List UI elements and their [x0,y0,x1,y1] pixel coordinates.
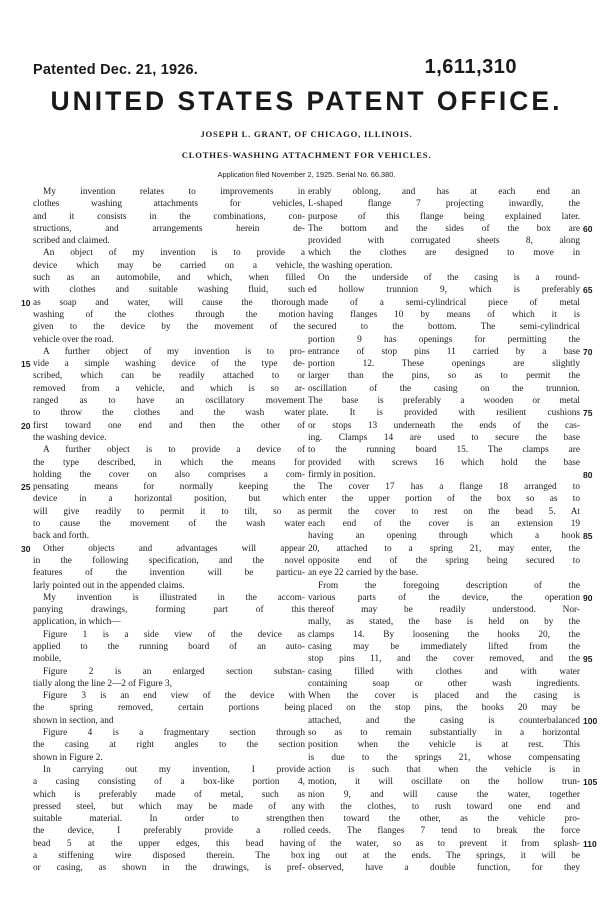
text-line: placed on the stop pins, the hooks 20 may be [308,703,580,714]
text-line: plate. It is provided with resilient cushions [308,408,580,419]
line-number: 65 [583,285,593,296]
text-line: portion 9 has openings for permitting the [308,334,580,345]
text-line: In carrying out my invention, I provide [43,764,305,775]
invention-title: CLOTHES-WASHING ATTACHMENT FOR VEHICLES. [181,150,432,160]
line-number: 75 [583,408,593,419]
text-line: such as an automobile, and which, when filled [33,273,305,284]
text-line: of the water, so as to prevent it from splash- [308,838,580,849]
text-line: to the running board 15. The clamps are [308,445,580,456]
text-line: having an opening through which a hook [308,531,580,542]
text-line: mally, as stated, the base is held on by the [308,617,580,628]
text-line: which the clothes are designed to move in [308,248,580,259]
text-line: provided with screws 16 which hold the base [308,457,580,468]
text-line: ranged as to have an oscillatory movement [33,396,305,407]
text-line: then toward the other, as the vehicle pro- [308,814,580,825]
text-line: A further object is to provide a device of [43,445,305,456]
text-line: ing out at the ends. The springs, it will be [308,851,580,862]
text-line: entrance of stop pins 11 carried by a base [308,346,580,357]
text-line: stop pins 11, and the cover removed, and the [308,654,580,665]
text-line: An object of my invention is to provide a [43,248,305,259]
text-line: scribed and claimed. [33,236,110,247]
text-line: with the clothes, to rush toward one end and [308,801,580,812]
text-line: having flanges 10 by means of which it is [308,309,580,320]
text-line: L-shaped flange 7 projecting inwardly, the [308,199,580,210]
text-line: the washing operation. [308,260,393,271]
text-line: When the cover is placed and the casing is [308,691,580,702]
text-line: as soap and water, will cause the thorough [33,297,305,308]
text-line: a stiffening wire disposed therein. The box [33,851,305,862]
text-line: My invention is illustrated in the accom- [43,592,305,603]
text-line: attached, and the casing is counterbalanced [308,715,580,726]
text-line: various parts of the device, the operation [308,592,580,603]
text-line: structions, and arrangements herein de- [33,223,305,234]
text-line: and it consists in the combinations, con- [33,211,305,222]
text-line: mobile, [33,654,62,665]
text-line: permit the cover to rest on the bead 5. At [308,506,580,517]
text-line: tially along the line 2—2 of Figure 3, [33,678,172,689]
text-line: My invention relates to improvements in [43,187,305,197]
text-line: ing. Clamps 14 are used to secure the base [308,432,580,443]
office-heading: UNITED STATES PATENT OFFICE. [50,86,563,116]
line-number: 25 [21,482,31,493]
text-line: vide a simple washing device of the type de- [33,359,305,370]
text-line: 20, attached to a spring 21, may enter, the [308,543,580,554]
text-line: with clothes and suitable washing fluid, such [33,285,305,296]
text-line: bead 5 at the upper edges, this bead having [33,838,305,849]
line-number: 100 [583,715,598,726]
patent-number: 1,611,310 [424,56,517,78]
text-line: scribed, which can be readily attached to or [33,371,305,382]
text-line: motion, it will oscillate on the hollow trun- [308,777,580,788]
text-line: the device, I preferably provide a rolled [33,826,305,837]
text-line: oscillation of the casing on the trunnion. [308,383,580,394]
text-line: The bottom and the sides of the box are [308,223,580,234]
text-line: purpose of this flange being explained later. [308,211,580,222]
line-number: 70 [583,346,593,357]
text-line: suitable material. In order to strengthen [33,814,305,825]
text-line: opposite end of the spring being secured to [308,555,580,566]
line-number: 60 [583,223,593,234]
text-line: provided with corrugated sheets 8, along [308,236,580,247]
text-line: secured to the bottom. The semi-cylindrical [308,322,580,333]
text-line: larger than the pins, so as to permit the [308,371,580,382]
text-line: pensating means for normally keeping the [33,482,305,493]
text-line: action is such that when the vehicle is in [308,764,580,775]
line-number: 15 [21,359,31,370]
text-line: will give readily to permit it to tilt, so as [33,506,305,517]
line-number: 20 [21,420,31,431]
text-line: portion 12. These openings are slightly [308,359,580,370]
line-number: 85 [583,531,593,542]
text-line: features of the invention will be particu- [33,568,305,579]
text-line: shown in section, and [33,715,114,726]
text-line: enter the upper portion of the box so as to [308,494,580,505]
application-line: Application filed November 2, 1925. Serial No. 66,380. [217,170,396,179]
line-number: 110 [583,838,597,849]
text-line: containing soap or other wash ingredients. [308,678,580,689]
text-line: made of a semi-cylindrical piece of metal [308,297,580,308]
text-line: which is preferably made of metal, such as [33,789,305,800]
text-line: to cause the movement of the wash water [33,519,305,530]
text-line: On the underside of the casing is a round- [318,273,580,284]
text-line: application, in which— [33,617,121,628]
text-line: or casing, as shown in the drawings, is pref- [33,863,305,874]
line-number: 30 [21,543,31,554]
text-line: observed, have a double function, for they [308,863,580,874]
text-line: to throw the clothes and the wash water [33,408,305,419]
text-line: shown in Figure 2. [33,752,103,763]
text-line: back and forth. [33,531,90,542]
text-line: larly pointed out in the appended claims. [33,580,185,591]
text-line: position when the vehicle is at rest. This [308,740,580,751]
text-line: the washing device. [33,432,107,443]
text-line: erably oblong, and has at each end an [308,187,580,197]
text-line: Figure 1 is a side view of the device as [43,629,305,640]
text-line: vehicle over the road. [33,334,114,345]
text-line: The base is preferably a wooden or metal [308,396,580,407]
text-line: so as to remain substantially in a horizontal [308,728,580,739]
text-line: holding the cover on also comprises a com- [33,469,305,480]
text-line: applied to the running board of an auto- [33,641,305,652]
line-number: 80 [583,469,593,480]
text-line: Other objects and advantages will appear [43,543,305,554]
text-line: the spring removed, certain portions being [33,703,305,714]
text-line: casing may be immediately lifted from the [308,641,580,652]
left-text-column [33,186,305,875]
line-number: 105 [583,777,598,788]
text-line: clothes washing attachments for vehicles, [33,199,305,210]
text-line: given to the device by the movement of the [33,322,305,333]
text-line: thereof may be readily understood. Nor- [308,605,580,616]
text-line: nion 9, and will cause the water, together [308,789,580,800]
text-line: clamps 14. By loosening the hooks 20, the [308,629,580,640]
text-line: first toward one end and then the other of [33,420,305,431]
inventor-line: JOSEPH L. GRANT, OF CHICAGO, ILLINOIS. [200,129,413,139]
text-line: casing filled with clothes and with water [308,666,580,677]
line-number: 95 [583,654,593,665]
text-line: is due to the springs 21, whose compensating [308,752,580,763]
text-line: a casing consisting of a box-like portion 4, [33,777,305,788]
text-line: each end of the cover is an extension 19 [308,519,580,530]
text-line: device which may be carried on a vehicle, [33,260,305,271]
text-line: in the following specification, and the novel [33,555,305,566]
patent-date: Patented Dec. 21, 1926. [33,62,198,78]
line-number: 10 [21,297,31,308]
text-line: A further object of my invention is to pro- [43,346,305,357]
text-line: ceeds. The flanges 7 tend to break the force [308,826,580,837]
text-line: Figure 2 is an enlarged section substan- [43,666,305,677]
text-line: ed hollow trunnion 9, which is preferably [308,285,580,296]
text-line: an eye 22 carried by the base. [308,568,419,579]
text-line: firmly in position. [308,469,376,480]
line-number: 90 [583,592,593,603]
text-line: Figure 4 is a fragmentary section through [43,728,305,739]
text-line: removed from a vehicle, and which is so ar- [33,383,305,394]
text-line: or stops 13 underneath the ends of the cas- [308,420,580,431]
text-line: the casing at right angles to the section [33,740,305,751]
text-line: From the foregoing description of the [318,580,580,591]
text-line: device in a horizontal position, but which [33,494,305,505]
text-line: washing of the clothes through the motion [33,309,305,320]
text-line: The cover 17 has a flange 18 arranged to [318,482,580,493]
right-text-column [308,186,580,875]
text-line: pressed steel, but which may be made of any [33,801,305,812]
text-line: panying drawings, forming part of this [33,605,305,616]
text-line: Figure 3 is an end view of the device with [43,691,305,702]
text-line: the type described, in which the means for [33,457,305,468]
